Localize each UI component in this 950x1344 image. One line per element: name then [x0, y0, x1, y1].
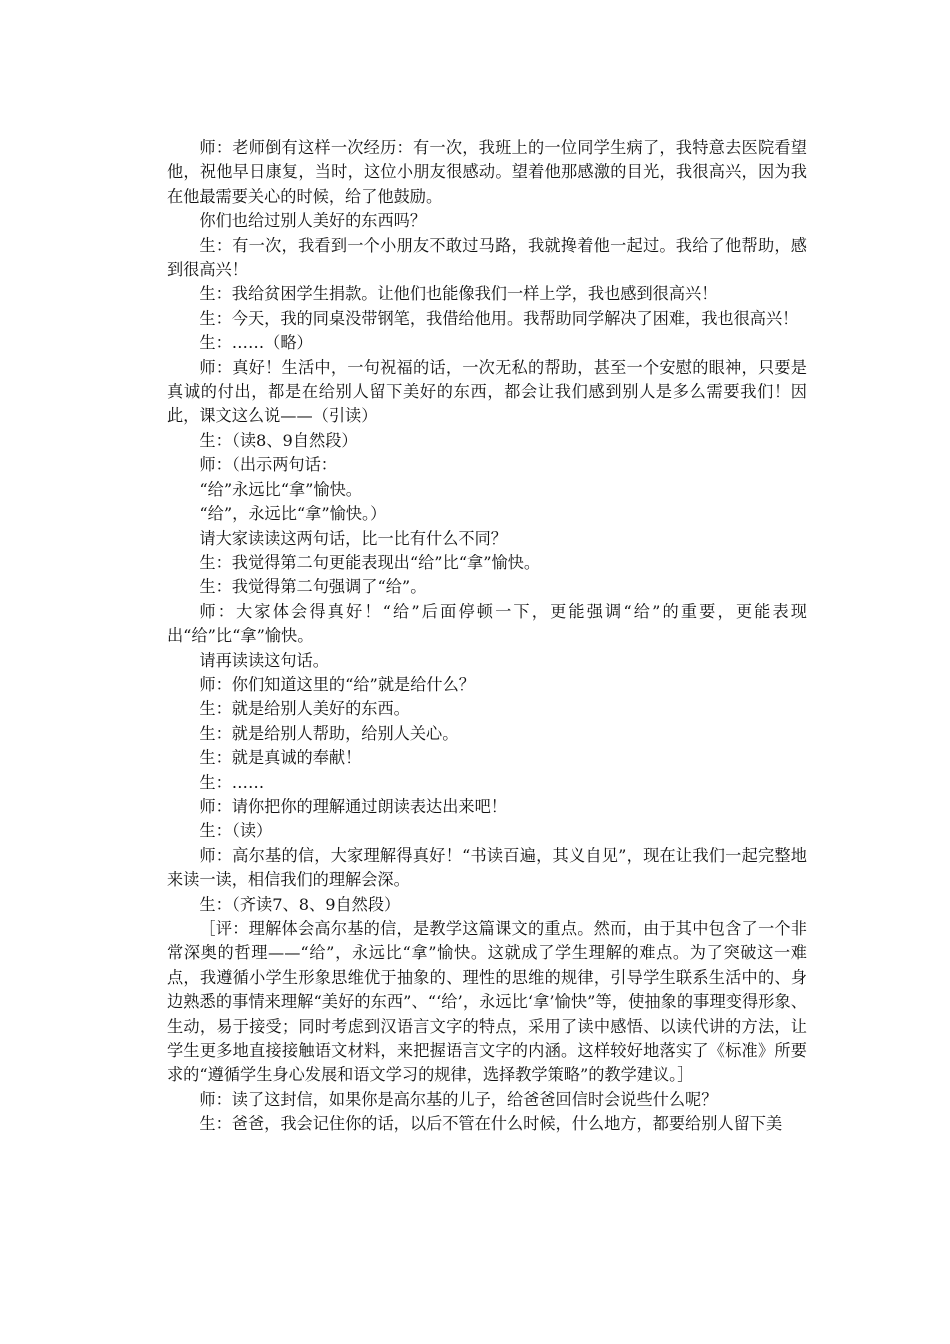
paragraph: 生：就是给别人帮助，给别人关心。 — [199, 723, 459, 743]
paragraph: 生：（齐读7、8、9自然段） — [199, 894, 401, 914]
document-page — [167, 136, 807, 1137]
paragraph: 生：…… — [199, 772, 265, 792]
paragraph: 师：老师倒有这样一次经历：有一次，我班上的一位同学生病了，我特意去医院看望他，祝他早日康复，当时，这位小朋友很感动。望着他那感激的目光，我很高兴，因为我在他最需要关心的时候，给了他鼓励。 — [167, 138, 807, 206]
paragraph: 生：（读8、9自然段） — [199, 430, 358, 450]
paragraph: 生：就是真诚的奉献！ — [199, 748, 362, 768]
paragraph: 生：今天，我的同桌没带钢笔，我借给他用。我帮助同学解决了困难，我也很高兴！ — [199, 308, 799, 328]
paragraph: 生：爸爸，我会记住你的话，以后不管在什么时候，什么地方，都要给别人留下美 — [199, 1114, 783, 1134]
paragraph: 生：……（略） — [199, 333, 313, 353]
paragraph: 请大家读读这两句话，比一比有什么不同？ — [199, 528, 507, 548]
paragraph: 师：你们知道这里的“给”就是给什么？ — [199, 674, 475, 694]
paragraph: 师：请你把你的理解通过朗读表达出来吧！ — [199, 796, 507, 816]
paragraph: 生：（读） — [199, 821, 273, 841]
paragraph: 你们也给过别人美好的东西吗？ — [199, 211, 427, 231]
paragraph: 师：真好！生活中，一句祝福的话，一次无私的帮助，甚至一个安慰的眼神，只要是真诚的付出，都是在给别人留下美好的东西，都会让我们感到别人是多么需要我们！因此，课文这么说——（引读） — [167, 357, 807, 426]
paragraph: 生：我觉得第二句强调了“给”。 — [199, 577, 427, 597]
paragraph: 师：读了这封信，如果你是高尔基的儿子，给爸爸回信时会说些什么呢？ — [199, 1089, 718, 1109]
paragraph: 生：就是给别人美好的东西。 — [199, 699, 410, 719]
paragraph: 生：有一次，我看到一个小朋友不敢过马路，我就搀着他一起过。我给了他帮助，感到很高兴！ — [167, 235, 807, 280]
quoted-sentence: “给”永远比“拿”愉快。 — [199, 479, 362, 499]
paragraph: 请再读读这句话。 — [199, 650, 329, 670]
paragraph: 师：大家体会得真好！“给”后面停顿一下，更能强调“给”的重要，更能表现出“给”比“拿”愉快。 — [167, 601, 807, 646]
commentary-paragraph: ［评：理解体会高尔基的信，是教学这篇课文的重点。然而，由于其中包含了一个非常深奥的哲理——“给”，永远比“拿”愉快。这就成了学生理解的难点。为了突破这一难点，我遵循小学生形象思维优于抽象的、理性的思维的规律，引导学生联系生活中的、身边熟悉的事情来理解“美好的东西”、“‘给’，永远比‘拿’愉快”等，使抽象的事理变得形象、生动，易于接受；同时考虑到汉语言文字的特点，采用了读中感悟、以读代讲的方法，让学生更多地直接接触语文材料，来把握语言文字的内涵。这样较好地落实了《标准》所要求的“遵循学生身心发展和语文学习的规律，选择教学策略”的教学建议。］ — [167, 919, 807, 1085]
paragraph: 生：我给贫困学生捐款。让他们也能像我们一样上学，我也感到很高兴！ — [199, 284, 718, 304]
paragraph: 生：我觉得第二句更能表现出“给”比“拿”愉快。 — [199, 552, 541, 572]
quoted-sentence: “给”，永远比“拿”愉快。） — [199, 504, 387, 524]
paragraph: 师：高尔基的信，大家理解得真好！“书读百遍，其义自见”，现在让我们一起完整地来读一读，相信我们的理解会深。 — [167, 845, 807, 890]
paragraph: 师：（出示两句话： — [199, 455, 337, 475]
